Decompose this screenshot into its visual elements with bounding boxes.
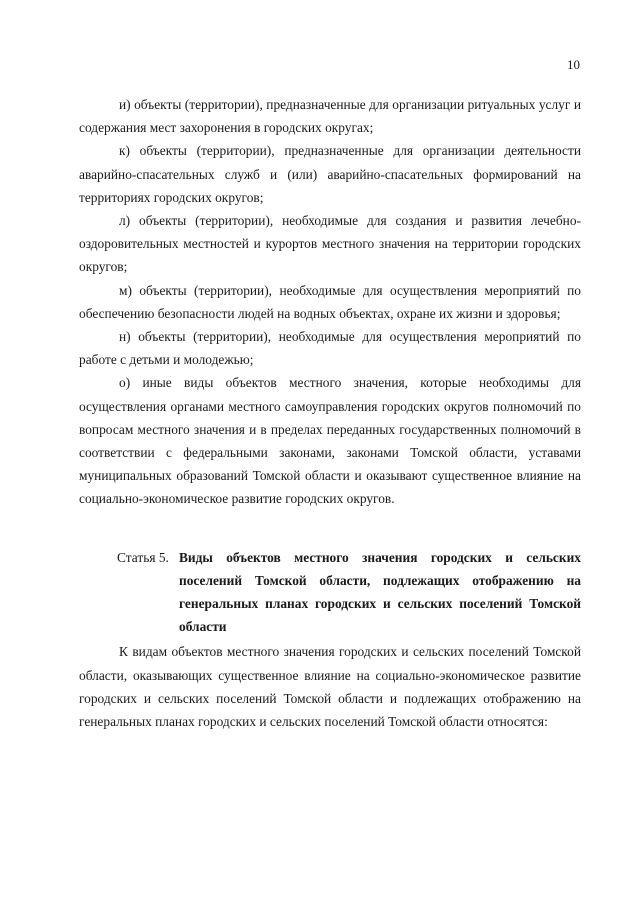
article-heading xyxy=(79,546,581,639)
article-title: Виды объектов местного значения городских и сельских поселений Томской области, подлежащих отображению на генеральных планах городских и сельских поселений Томской области xyxy=(179,549,581,635)
list-item-i: и) объекты (территории), предназначенные для организации ритуальных услуг и содержания мест захоронения в городских округах; xyxy=(79,97,581,136)
list-item-l: л) объекты (территории), необходимые для создания и развития лечебно-оздоровительных местностей и курортов местного значения на территории городских округов; xyxy=(79,213,581,275)
list-item-o: о) иные виды объектов местного значения, которые необходимы для осуществления органами местного самоуправления городских округов полномочий по вопросам местного значения и в пределах переданных государственных полномочий в соответствии с федеральными законами, законами Томской области, уставами муниципальных образований Томской области и оказывают существенное влияние на социально-экономическое развитие городских округов. xyxy=(79,375,581,507)
article-intro-paragraph: К видам объектов местного значения городских и сельских поселений Томской области, оказывающих существенное влияние на социально-экономическое развитие городских и сельских поселений Томской области и подлежащих отображению на генеральных планах городских и сельских поселений Томской области относятся: xyxy=(79,644,581,730)
page-number: 10 xyxy=(567,57,580,72)
list-item-m: м) объекты (территории), необходимые для осуществления мероприятий по обеспечению безопасности людей на водных объектах, охране их жизни и здоровья; xyxy=(79,282,581,321)
document-body xyxy=(79,93,581,733)
list-item-k: к) объекты (территории), предназначенные для организации деятельности аварийно-спасательных служб и (или) аварийно-спасательных формирований на территориях городских округов; xyxy=(79,143,581,205)
list-item-n: н) объекты (территории), необходимые для осуществления мероприятий по работе с детьми и молодежью; xyxy=(79,329,581,368)
article-label: Статья 5. xyxy=(117,549,169,565)
